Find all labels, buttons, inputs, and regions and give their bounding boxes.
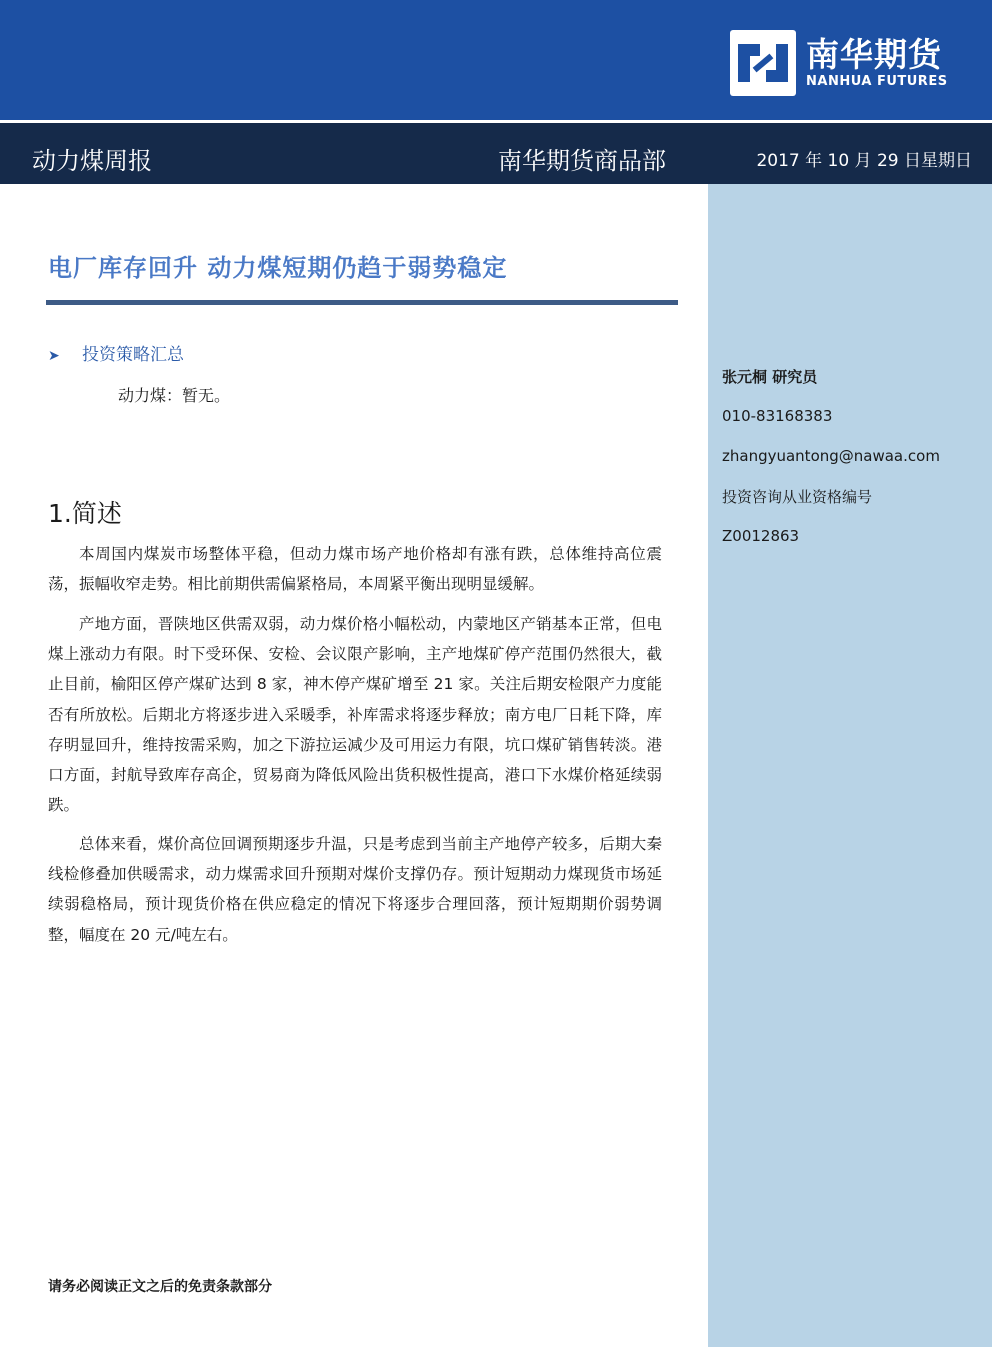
- report-type: 动力煤周报: [32, 147, 152, 175]
- headline-divider: [46, 300, 678, 305]
- paragraph-1: 本周国内煤炭市场整体平稳，但动力煤市场产地价格却有涨有跌，总体维持高位震荡，振幅收窄走势。相比前期供需偏紧格局，本周紧平衡出现明显缓解。: [48, 545, 662, 594]
- headline: 电厂库存回升 动力煤短期仍趋于弱势稳定: [48, 254, 508, 282]
- report-date: 2017 年 10 月 29 日星期日: [756, 151, 972, 171]
- analyst-email[interactable]: zhangyuantong@nawaa.com: [722, 447, 940, 465]
- analyst-name-title: 张元桐 研究员: [722, 368, 818, 386]
- analyst-phone: 010-83168383: [722, 407, 833, 425]
- paragraph-3: 总体来看，煤价高位回调预期逐步升温，只是考虑到当前主产地停产较多，后期大秦线检修叠加供暖需求，动力煤需求回升预期对煤价支撑仍存。预计短期动力煤现货市场延续弱稳格局，预计现货价格在供应稳定的情况下将逐步合理回落，预计短期期价弱势调整，幅度在 20 元/吨左右。: [48, 835, 662, 944]
- company-logo: [730, 28, 962, 98]
- header-bar: [0, 120, 992, 184]
- qualification-label: 投资咨询从业资格编号: [722, 488, 873, 506]
- strategy-text: 动力煤：暂无。: [118, 386, 231, 405]
- strategy-heading-text: 投资策略汇总: [82, 345, 184, 365]
- top-banner: [0, 0, 992, 120]
- logo-text: [806, 36, 948, 90]
- logo-en: NANHUA FUTURES: [806, 74, 948, 89]
- department-name: 南华期货商品部: [498, 147, 666, 175]
- section-title: 1.简述: [48, 499, 122, 528]
- logo-cn: 南华期货: [806, 35, 942, 74]
- analyst-sidebar: [708, 184, 992, 1347]
- nanhua-logo-icon: [730, 30, 796, 96]
- arrow-bullet-icon: ➤: [48, 348, 60, 364]
- qualification-number: Z0012863: [722, 527, 800, 545]
- disclaimer-note: 请务必阅读正文之后的免责条款部分: [48, 1279, 272, 1295]
- paragraph-2: 产地方面，晋陕地区供需双弱，动力煤价格小幅松动，内蒙地区产销基本正常，但电煤上涨动力有限。时下受环保、安检、会议限产影响，主产地煤矿停产范围仍然很大，截止目前，榆阳区停产煤矿达到 8 家，神木停产煤矿增至 21 家。关注后期安检限产力度能否有所放松。后期北方将逐步进入采暖季，补库需求将逐步释放；南方电厂日耗下降，库存明显回升，维持按需采购，加之下游拉运减少及可用运力有限，坑口煤矿销售转淡。港口方面，封航导致库存高企，贸易商为降低风险出货积极性提高，港口下水煤价格延续弱跌。: [48, 615, 662, 815]
- strategy-heading: [48, 340, 184, 365]
